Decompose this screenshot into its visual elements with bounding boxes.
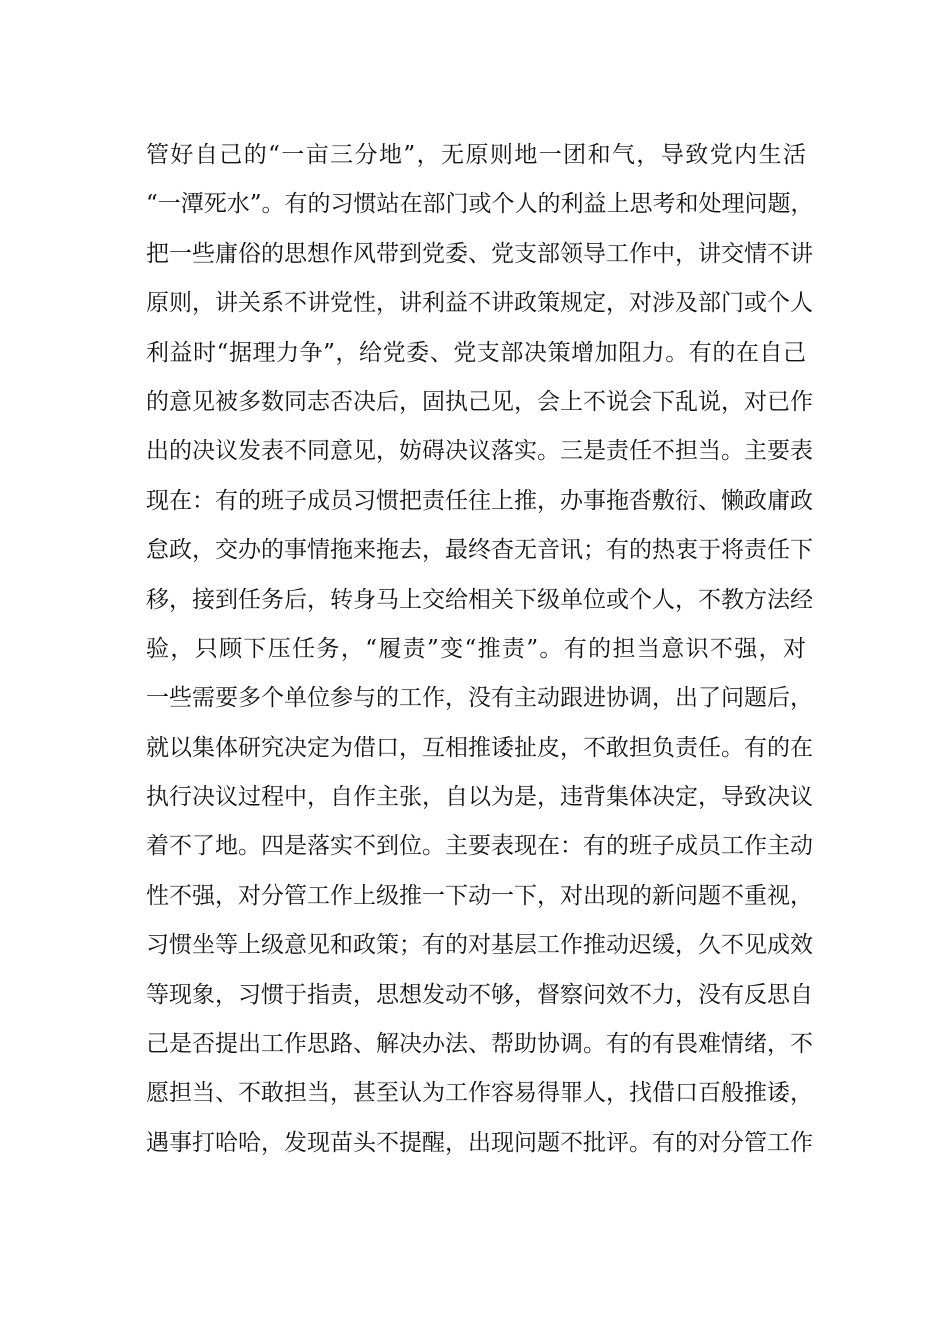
text-line: 现在：有的班子成员习惯把责任往上推，办事拖沓敷衍、懒政庸政 (146, 487, 813, 514)
text-line: 着不了地。四是落实不到位。主要表现在：有的班子成员工作主动 (146, 833, 813, 860)
text-line: “一潭死水”。有的习惯站在部门或个人的利益上思考和处理问题， (146, 191, 814, 218)
text-line: 等现象，习惯于指责，思想发动不够，督察问效不力，没有反思自 (146, 981, 813, 1008)
text-line: 愿担当、不敢担当，甚至认为工作容易得罪人，找借口百般推诿， (146, 1080, 813, 1107)
text-line: 遇事打哈哈，发现苗头不提醒，出现问题不批评。有的对分管工作 (146, 1129, 813, 1156)
text-line: 就以集体研究决定为借口，互相推诿扯皮，不敢担负责任。有的在 (146, 734, 813, 761)
text-line: 移，接到任务后，转身马上交给相关下级单位或个人，不教方法经 (146, 586, 813, 613)
text-line: 原则，讲关系不讲党性，讲利益不讲政策规定，对涉及部门或个人 (146, 290, 813, 317)
text-line: 验，只顾下压任务，“履责”变“推责”。有的担当意识不强，对 (146, 635, 806, 662)
text-line: 出的决议发表不同意见，妨碍决议落实。三是责任不担当。主要表 (146, 438, 813, 465)
text-line: 性不强，对分管工作上级推一下动一下，对出现的新问题不重视， (146, 882, 813, 909)
text-line: 把一些庸俗的思想作风带到党委、党支部领导工作中，讲交情不讲 (146, 240, 813, 267)
text-line: 一些需要多个单位参与的工作，没有主动跟进协调，出了问题后， (146, 685, 813, 712)
text-line: 己是否提出工作思路、解决办法、帮助协调。有的有畏难情绪，不 (146, 1031, 813, 1058)
body-paragraph (146, 131, 814, 1168)
text-line: 利益时“据理力争”，给党委、党支部决策增加阻力。有的在自己 (146, 339, 806, 366)
text-line: 的意见被多数同志否决后，固执己见，会上不说会下乱说，对已作 (146, 388, 813, 415)
text-line: 执行决议过程中，自作主张，自以为是，违背集体决定，导致决议 (146, 784, 813, 811)
text-line: 管好自己的“一亩三分地”，无原则地一团和气，导致党内生活 (146, 142, 806, 168)
text-line: 怠政，交办的事情拖来拖去，最终杳无音讯；有的热衷于将责任下 (146, 537, 813, 564)
text-line: 习惯坐等上级意见和政策；有的对基层工作推动迟缓，久不见成效 (146, 932, 813, 959)
